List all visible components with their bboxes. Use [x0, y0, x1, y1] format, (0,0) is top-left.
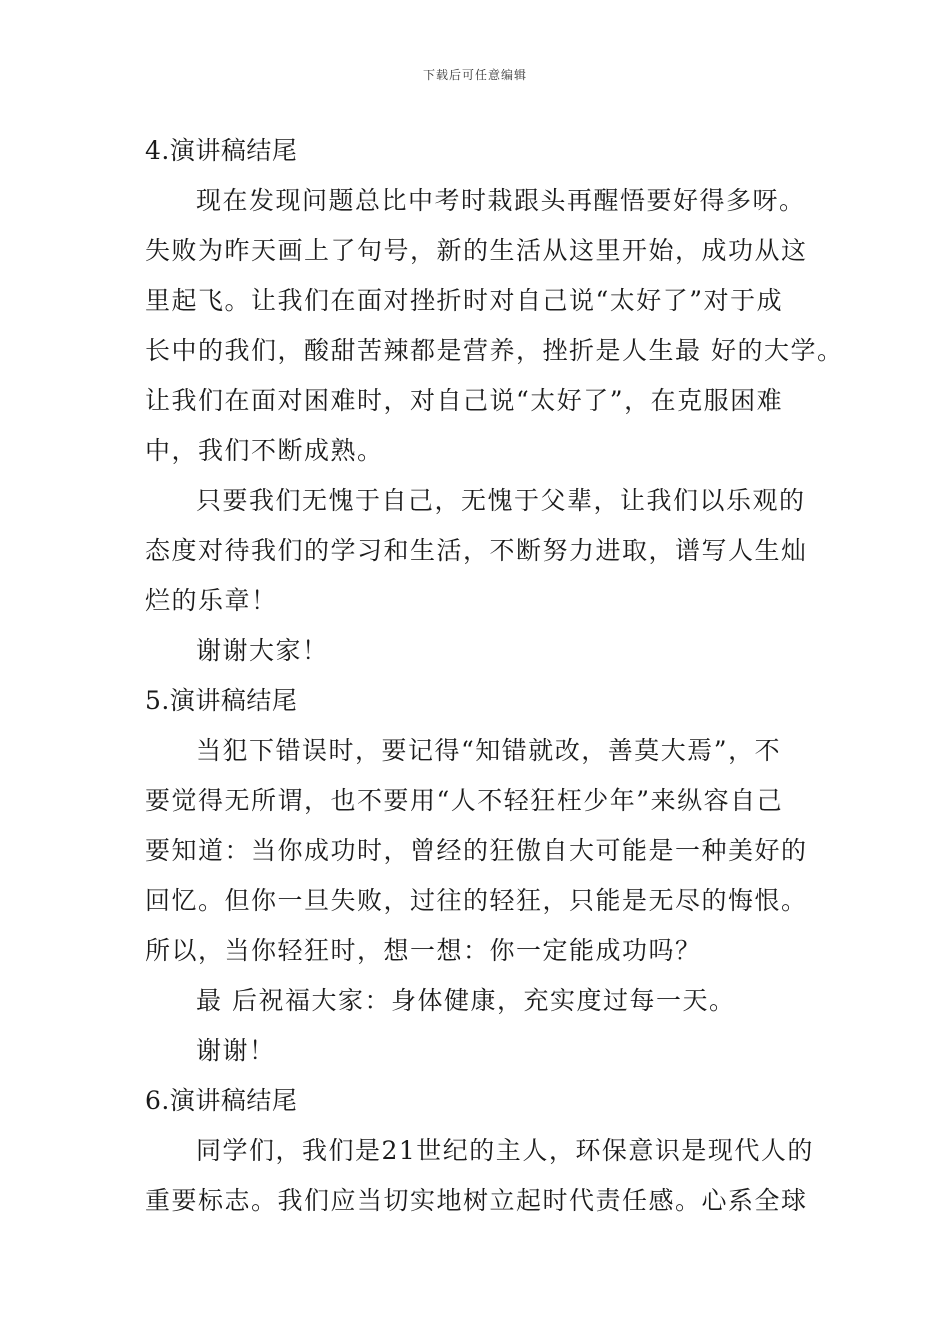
paragraph-line: 长中的我们，酸甜苦辣都是营养，挫折是人生最 好的大学。	[145, 336, 844, 365]
section-heading: 4.演讲稿结尾	[145, 136, 298, 165]
paragraph-line: 重要标志。我们应当切实地树立起时代责任感。心系全球	[145, 1186, 808, 1215]
section-heading: 6.演讲稿结尾	[145, 1086, 298, 1115]
section-heading: 5.演讲稿结尾	[145, 686, 298, 715]
paragraph-line: 烂的乐章！	[145, 586, 278, 615]
paragraph-line: 最 后祝福大家：身体健康，充实度过每一天。	[196, 986, 736, 1015]
paragraph-line: 当犯下错误时，要记得“知错就改，善莫大焉”，不	[196, 736, 782, 765]
paragraph-line: 让我们在面对困难时，对自己说“太好了”，在克服困难	[145, 386, 784, 415]
paragraph-line: 里起飞。让我们在面对挫折时对自己说“太好了”对于成	[145, 286, 784, 315]
paragraph-line: 谢谢大家！	[196, 636, 329, 665]
document-body	[145, 126, 844, 1226]
paragraph-line: 谢谢！	[196, 1036, 276, 1065]
paragraph-line: 要觉得无所谓，也不要用“人不轻狂枉少年”来纵容自己	[145, 786, 784, 815]
paragraph-line: 失败为昨天画上了句号，新的生活从这里开始，成功从这	[145, 236, 808, 265]
page-header-note: 下载后可任意编辑	[422, 68, 527, 82]
paragraph-line: 只要我们无愧于自己，无愧于父辈，让我们以乐观的	[196, 486, 806, 515]
paragraph-line: 态度对待我们的学习和生活，不断努力进取，谱写人生灿	[145, 536, 808, 565]
paragraph-line: 回忆。但你一旦失败，过往的轻狂，只能是无尽的悔恨。	[145, 886, 808, 915]
paragraph-line: 要知道：当你成功时，曾经的狂傲自大可能是一种美好的	[145, 836, 808, 865]
paragraph-line: 同学们，我们是21世纪的主人，环保意识是现代人的	[196, 1136, 814, 1165]
paragraph-line: 所以，当你轻狂时，想一想：你一定能成功吗？	[145, 936, 702, 965]
paragraph-line: 中，我们不断成熟。	[145, 436, 384, 465]
paragraph-line: 现在发现问题总比中考时栽跟头再醒悟要好得多呀。	[196, 186, 806, 215]
